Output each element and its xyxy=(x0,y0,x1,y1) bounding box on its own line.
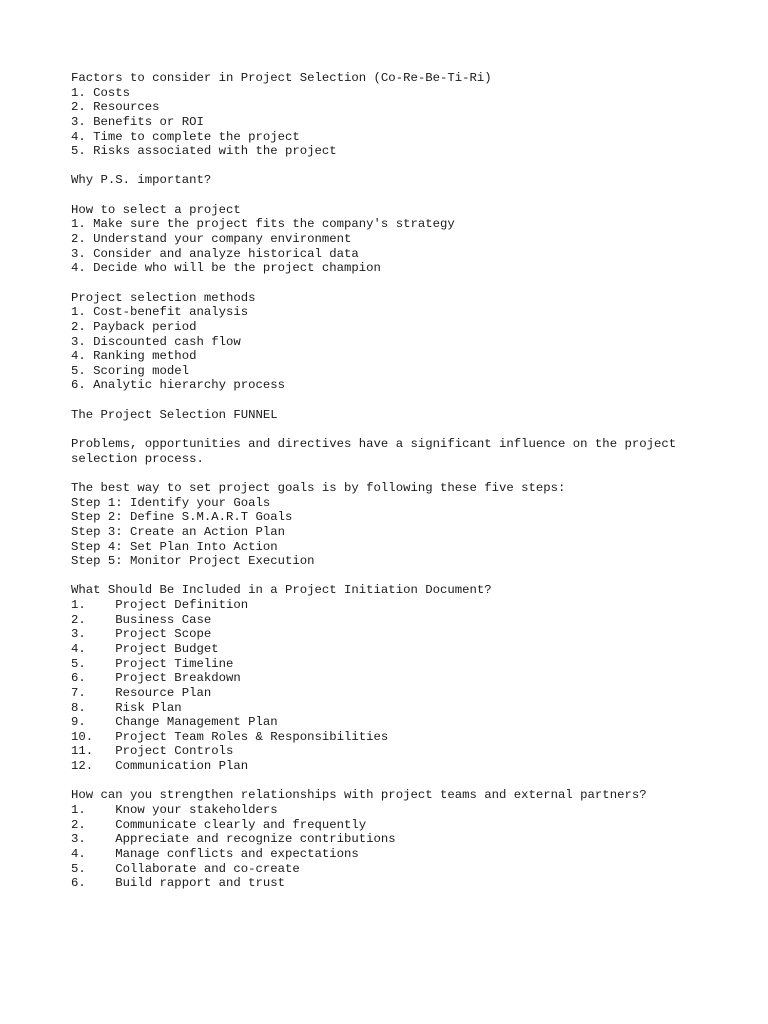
text-section xyxy=(71,481,731,569)
text-line: 2. Resources xyxy=(71,100,160,115)
document-page xyxy=(71,71,731,891)
section-spacer xyxy=(71,159,731,174)
section-spacer xyxy=(71,188,731,203)
text-line: 6. Build rapport and trust xyxy=(71,876,286,891)
section-spacer xyxy=(71,393,731,408)
section-heading-line: Problems, opportunities and directives have a significant influence on the project xyxy=(71,437,677,452)
text-section xyxy=(71,203,731,276)
text-line: 2. Business Case xyxy=(71,612,212,627)
text-line: 4. Project Budget xyxy=(71,641,219,656)
text-line: 3. Benefits or ROI xyxy=(71,114,204,129)
section-spacer xyxy=(71,466,731,481)
text-section xyxy=(71,583,731,773)
text-line: 4. Decide who will be the project champion xyxy=(71,261,381,276)
section-spacer xyxy=(71,276,731,291)
text-line: selection process. xyxy=(71,451,204,466)
text-line: 1. Know your stakeholders xyxy=(71,803,278,818)
text-line: 9. Change Management Plan xyxy=(71,715,278,730)
section-heading-line: The Project Selection FUNNEL xyxy=(71,407,278,422)
text-line: 6. Analytic hierarchy process xyxy=(71,378,286,393)
text-line: 12. Communication Plan xyxy=(71,759,249,774)
text-line: 2. Communicate clearly and frequently xyxy=(71,817,367,832)
text-section xyxy=(71,788,731,890)
section-heading-line: Why P.S. important? xyxy=(71,173,212,188)
text-line: 1. Project Definition xyxy=(71,598,249,613)
section-heading-line: Project selection methods xyxy=(71,290,256,305)
text-line: 5. Scoring model xyxy=(71,363,190,378)
text-line: Step 4: Set Plan Into Action xyxy=(71,539,278,554)
text-line: 1. Make sure the project fits the company's strategy xyxy=(71,217,455,232)
text-line: 4. Manage conflicts and expectations xyxy=(71,846,359,861)
text-line: 5. Risks associated with the project xyxy=(71,144,337,159)
text-line: 10. Project Team Roles & Responsibilities xyxy=(71,729,389,744)
text-line: 3. Consider and analyze historical data xyxy=(71,246,359,261)
text-line: 3. Project Scope xyxy=(71,627,212,642)
text-line: 2. Understand your company environment xyxy=(71,232,352,247)
text-line: 1. Cost-benefit analysis xyxy=(71,305,249,320)
text-line: 7. Resource Plan xyxy=(71,685,212,700)
text-line: 5. Project Timeline xyxy=(71,656,234,671)
text-line: 4. Ranking method xyxy=(71,349,197,364)
text-section xyxy=(71,173,731,188)
section-heading-line: What Should Be Included in a Project Initiation Document? xyxy=(71,583,492,598)
section-heading-line: Factors to consider in Project Selection (Co-Re-Be-Ti-Ri) xyxy=(71,71,492,85)
text-section xyxy=(71,71,731,159)
section-spacer xyxy=(71,422,731,437)
text-section xyxy=(71,437,731,466)
text-section xyxy=(71,291,731,393)
section-heading-line: How to select a project xyxy=(71,202,241,217)
text-line: 8. Risk Plan xyxy=(71,700,182,715)
section-spacer xyxy=(71,569,731,584)
text-line: 3. Appreciate and recognize contributions xyxy=(71,832,396,847)
text-line: 4. Time to complete the project xyxy=(71,129,300,144)
text-line: 1. Costs xyxy=(71,85,131,100)
text-line: 11. Project Controls xyxy=(71,744,234,759)
section-heading-line: The best way to set project goals is by following these five steps: xyxy=(71,480,566,495)
text-line: 2. Payback period xyxy=(71,319,197,334)
section-heading-line: How can you strengthen relationships with project teams and external partners? xyxy=(71,788,647,803)
text-line: Step 1: Identify your Goals xyxy=(71,495,271,510)
text-line: Step 2: Define S.M.A.R.T Goals xyxy=(71,510,293,525)
text-line: Step 3: Create an Action Plan xyxy=(71,524,286,539)
text-section xyxy=(71,408,731,423)
text-line: 3. Discounted cash flow xyxy=(71,334,241,349)
text-line: 5. Collaborate and co-create xyxy=(71,861,300,876)
text-line: Step 5: Monitor Project Execution xyxy=(71,554,315,569)
section-spacer xyxy=(71,774,731,789)
text-line: 6. Project Breakdown xyxy=(71,671,241,686)
